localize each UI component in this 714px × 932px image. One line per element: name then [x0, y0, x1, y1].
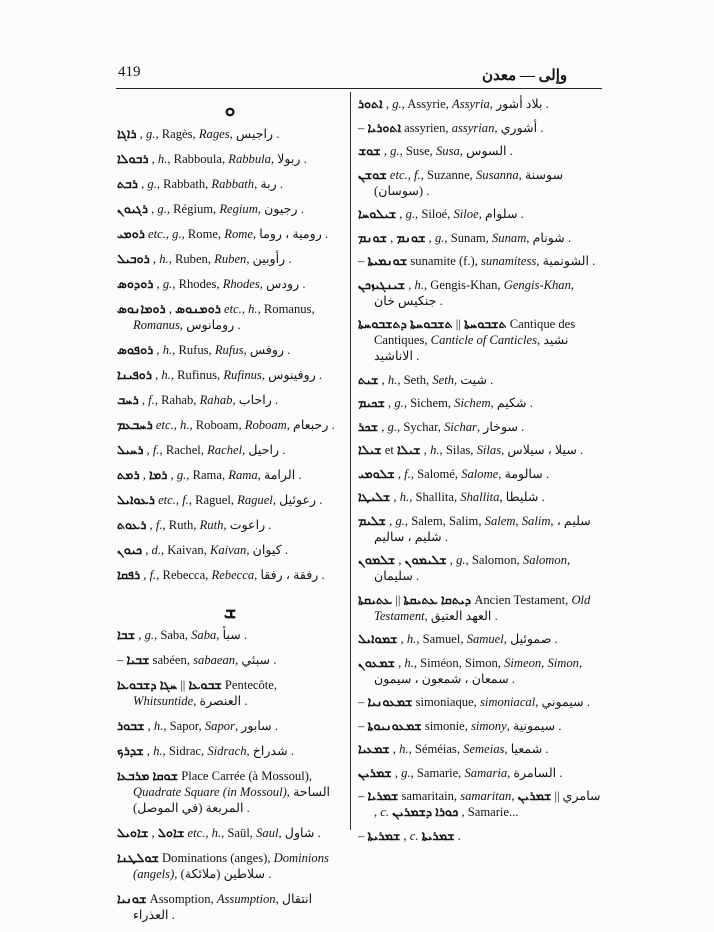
dictionary-entry: ܪܘܦܝܢܐ , h., Rufinus, Rufinus, روفينوس .	[117, 368, 323, 382]
dictionary-entry: ܫܝܬ , h., Seth, Seth, شيت .	[358, 372, 494, 387]
column-divider	[350, 92, 351, 830]
dictionary-entry: ܫܘܩܐ ܡܪܒܥܐ Place Carrée (à Mossoul), Quadrate Square (in Mossoul), الساحة المربعة (في الموصل) .	[117, 769, 334, 815]
dictionary-entry: ܬܫܒܘܚܬܐ || ܬܫܒܘܚܬܐ ܕܬܫܒܘܚܬܐ Cantique des Cantiques, Canticle of Canticles, نشيد الاناشيد .	[358, 317, 579, 363]
dictionary-entry: ܫܝܢܓܝܙܟܢ , h., Gengis-Khan, Gengis-Khan, جنكيس خان .	[358, 277, 578, 308]
dictionary-entry: ܫܠܝܛܐ , h., Shallita, Shallita, شليطا .	[358, 490, 545, 504]
dictionary-entry: ܫܒܐ , g., Saba, Saba, سبأ .	[117, 628, 248, 642]
dictionary-entry: ܫܡܘܐܝܠ , h., Samuel, Samuel, صموئيل .	[358, 632, 558, 646]
dictionary-entry: ܫܝܠܐ et ܫܝܠܐ , h., Silas, Silas, سيلا ، سيلاس .	[358, 443, 584, 457]
dictionary-entry: ܫܘܢܡ , ܫܘܢܡ , g., Sunam, Sunam, شونام .	[358, 230, 572, 245]
dictionary-entry: ܫܐܘܠ , ܫܐܘܝܠ etc., h., Saül, Saul, شاول .	[117, 826, 321, 840]
dictionary-entry: ܕܝܬܩܐ ܥܬܝܩܬܐ || ܥܬܝܩܬܐ Ancien Testament, Old Testament, العهد العتيق .	[358, 592, 594, 623]
dictionary-entry: – ܫܒܝܐ sabéen, sabaean, سبئي .	[117, 653, 277, 667]
header-rule	[116, 88, 602, 89]
dictionary-entry: ܫܡܪܝܢ , g., Samarie, Samaria, السامرة .	[358, 765, 563, 780]
dictionary-entry: ܪܡܐ , ܪܡܬ , g., Rama, Rama, الرامة .	[117, 468, 302, 482]
dictionary-entry: ܪܚܒܥܡ etc., h., Roboam, Roboam, رحبعام .	[117, 418, 335, 432]
dictionary-entry: ܫܟܪ , g., Sychar, Sichar, سوخار .	[358, 419, 525, 434]
dictionary-entry: ܫܘܫ , g., Suse, Susa, السوس .	[358, 144, 513, 158]
dictionary-entry: – ܫܡܥܘܢܝܘܬܐ simonie, simony, سيمونية .	[358, 718, 562, 733]
dictionary-entry: ܪܚܝܠ , f., Rachel, Rachel, راحيل .	[117, 443, 286, 457]
dictionary-entry: ܫܒܘܪ , h., Sapor, Sapor, سابور .	[117, 719, 279, 733]
dictionary-entry: ܐܬܘܪ , g., Assyrie, Assyria, بلاد أشور .	[358, 97, 549, 111]
entries-right	[358, 96, 602, 844]
dictionary-entry: ܪܥܘܬ , f., Ruth, Ruth, راعوت .	[117, 518, 272, 532]
dictionary-entry: ܪܐܓܐ , g., Ragès, Rages, راجيس .	[117, 127, 280, 141]
dictionary-entry: – ܫܡܪܝܬܐ , c. ܫܡܪܝܬܐ .	[358, 828, 461, 843]
dictionary-entry: ܫܠܘܡܝ , f., Salomé, Salome, سالومة .	[358, 466, 550, 481]
dictionary-entry: ܪܚܒ , f., Rahab, Rahab, راحاب .	[117, 393, 279, 407]
section-letter-waw: ܘ	[224, 100, 236, 121]
dictionary-entry: ܫܡܥܝܐ , h., Séméias, Semeias, شمعيا .	[358, 742, 549, 756]
right-column	[358, 96, 602, 851]
dictionary-entry: ܪܓܝܘܢ , g., Régium, Regium, رجيون .	[117, 202, 304, 216]
dictionary-entry: ܫܘܫܢ etc., f., Suzanne, Susanna, سوسنة (سوسان) .	[358, 167, 567, 198]
left-column	[117, 96, 343, 932]
dictionary-entry: – ܐܬܘܪܝܐ assyrien, assyrian, أشوري .	[358, 120, 544, 135]
dictionary-entry: ܫܒܘܥܐ || ܚܓܐ ܕܫܒܘܥܐ Pentecôte, Whitsuntide, العنصرة .	[117, 678, 281, 708]
entries-sin	[117, 627, 343, 923]
dictionary-entry: ܪܥܘܐܝܠ etc., f., Raguel, Raguel, رعوئيل .	[117, 493, 323, 507]
dictionary-entry: ܪܒܬ , g., Rabbath, Rabbath, ربة .	[117, 177, 284, 191]
dictionary-entry: – ܫܡܪܝܐ samaritain, samaritan, سامري || ܫܡܪܝܢ , c. ܟܘܪܐ ܕܫܡܪܝܢ , Samarie...	[358, 789, 604, 819]
dictionary-entry: ܫܟܝܡ , g., Sichem, Sichem, شكيم .	[358, 396, 533, 410]
dictionary-entry: ܫܡܥܘܢ , h., Siméon, Simon, Simeon, Simon, سمعان ، شمعون ، سيمون .	[358, 655, 586, 686]
dictionary-entry: ܫܠܝܡ , g., Salem, Salim, Salem, Salim, سليم ، شليم ، ساليم .	[358, 513, 594, 544]
page-number: 419	[118, 64, 141, 80]
section-letter-sin: ܫ	[223, 602, 237, 623]
entries-waw	[117, 126, 343, 583]
dictionary-entry: ܪܦܩܐ , f., Rebecca, Rebecca, رفقة ، رفقا .	[117, 568, 325, 582]
dictionary-entry: ܪܘܡܢܘܣ , ܪܘܡܐܢܘܣ etc., h., Romanus, Romanus, رومانوس .	[117, 302, 318, 332]
dictionary-entry: ܫܘܠܛܢܐ Dominations (anges), Dominions (angels), سلاطين (ملائكة) .	[117, 851, 333, 881]
running-head: وإلى — معدن	[482, 68, 568, 84]
dictionary-entry: ܪܘܦܘܣ , h., Rufus, Rufus, روفس .	[117, 343, 291, 357]
dictionary-entry: ܪܒܘܠܐ , h., Rabboula, Rabbula, ربولا .	[117, 152, 307, 166]
dictionary-entry: ܟܝܘܢ , d., Kaivan, Kaivan, كيوان .	[117, 543, 288, 557]
dictionary-entry: ܫܝܠܘܚܐ , g., Siloé, Siloe, سلوام .	[358, 207, 524, 221]
dictionary-entry: ܫܠܝܡܘܢ , ܫܠܡܘܢ , g., Salomon, Salomon, سليمان .	[358, 553, 574, 583]
dictionary-entry: ܪܘܕܘܣ , g., Rhodes, Rhodes, رودس .	[117, 277, 306, 291]
dictionary-entry: – ܫܘܢܡܝܬܐ sunamite (f.), sunamitess, الشونمية .	[358, 254, 596, 268]
dictionary-entry: ܪܘܡܝ etc., g., Rome, Rome, رومية ، روما .	[117, 227, 329, 241]
dictionary-entry: – ܫܡܥܘܢܝܐ simoniaque, simoniacal, سيموني .	[358, 695, 590, 709]
dictionary-entry: ܫܕܪܟ , h., Sidrac, Sidrach, شدراخ .	[117, 744, 294, 758]
dictionary-entry: ܫܘܢܝܐ Assomption, Assumption, انتقال العذراء .	[117, 892, 316, 922]
dictionary-entry: ܪܘܒܝܠ , h., Ruben, Ruben, رأوبين .	[117, 252, 292, 266]
